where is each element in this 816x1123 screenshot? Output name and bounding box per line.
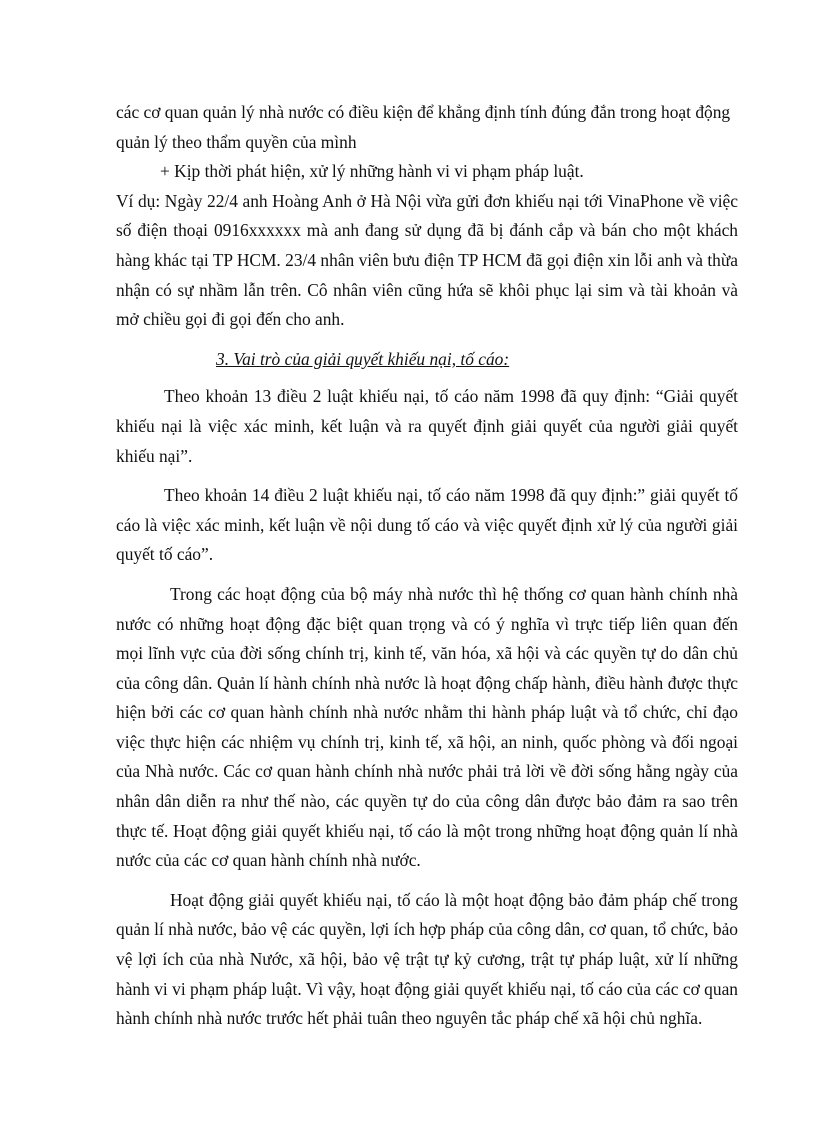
paragraph-continuation: các cơ quan quản lý nhà nước có điều kiện để khẳng định tính đúng đắn trong hoạt động quản lý theo thẩm quyền của mình [116,102,731,152]
document-page [116,98,738,1034]
section-heading-text: 3. Vai trò của giải quyết khiếu nại, tố cáo: [216,348,510,369]
paragraph-definition-complaint: Theo khoản 13 điều 2 luật khiếu nại, tố cáo năm 1998 đã quy định: “Giải quyết khiếu nại là việc xác minh, kết luận và ra quyết định giải quyết của người giải quyết khiếu nại”. [116,386,738,466]
paragraph-bullet: + Kịp thời phát hiện, xử lý những hành vi vi phạm pháp luật. [160,161,584,182]
paragraph-example: Ví dụ: Ngày 22/4 anh Hoàng Anh ở Hà Nội vừa gửi đơn khiếu nại tới VinaPhone về việc số điện thoại 0916xxxxxx mà anh đang sử dụng đã bị đánh cắp và bán cho một khách hàng khác tại TP HCM. 23/4 nhân viên bưu điện TP HCM đã gọi điện xin lỗi anh và thừa nhận có sự nhầm lẫn trên. Cô nhân viên cũng hứa sẽ khôi phục lại sim và tài khoản và mở chiều gọi đi gọi đến cho anh. [116,190,738,330]
paragraph-definition-denunciation: Theo khoản 14 điều 2 luật khiếu nại, tố cáo năm 1998 đã quy định:” giải quyết tố cáo là việc xác minh, kết luận về nội dung tố cáo và việc quyết định xử lý của người giải quyết tố cáo”. [116,485,738,565]
paragraph-state-administration: Trong các hoạt động của bộ máy nhà nước thì hệ thống cơ quan hành chính nhà nước có những hoạt động đặc biệt quan trọng và có ý nghĩa vì trực tiếp liên quan đến mọi lĩnh vực của đời sống chính trị, kinh tế, văn hóa, xã hội và các quyền tự do dân chủ của công dân. Quản lí hành chính nhà nước là hoạt động chấp hành, điều hành được thực hiện bởi các cơ quan hành chính nhà nước nhằm thi hành pháp luật và tổ chức, chỉ đạo việc thực hiện các nhiệm vụ chính trị, kinh tế, xã hội, an ninh, quốc phòng và đối ngoại của Nhà nước. Các cơ quan hành chính nhà nước phải trả lời về đời sống hằng ngày của nhân dân diễn ra như thế nào, các quyền tự do của công dân được bảo đảm ra sao trên thực tế. Hoạt động giải quyết khiếu nại, tố cáo là một trong những hoạt động quản lí nhà nước của các cơ quan hành chính nhà nước. [116,583,738,871]
section-heading [116,345,738,375]
paragraph-legality: Hoạt động giải quyết khiếu nại, tố cáo là một hoạt động bảo đảm pháp chế trong quản lí nhà nước, bảo vệ các quyền, lợi ích hợp pháp của công dân, cơ quan, tổ chức, bảo vệ lợi ích của nhà Nước, xã hội, bảo vệ trật tự kỷ cương, trật tự pháp luật, xử lí những hành vi vi phạm pháp luật. Vì vậy, hoạt động giải quyết khiếu nại, tố cáo của các cơ quan hành chính nhà nước trước hết phải tuân theo nguyên tắc pháp chế xã hội chủ nghĩa. [116,889,738,1029]
